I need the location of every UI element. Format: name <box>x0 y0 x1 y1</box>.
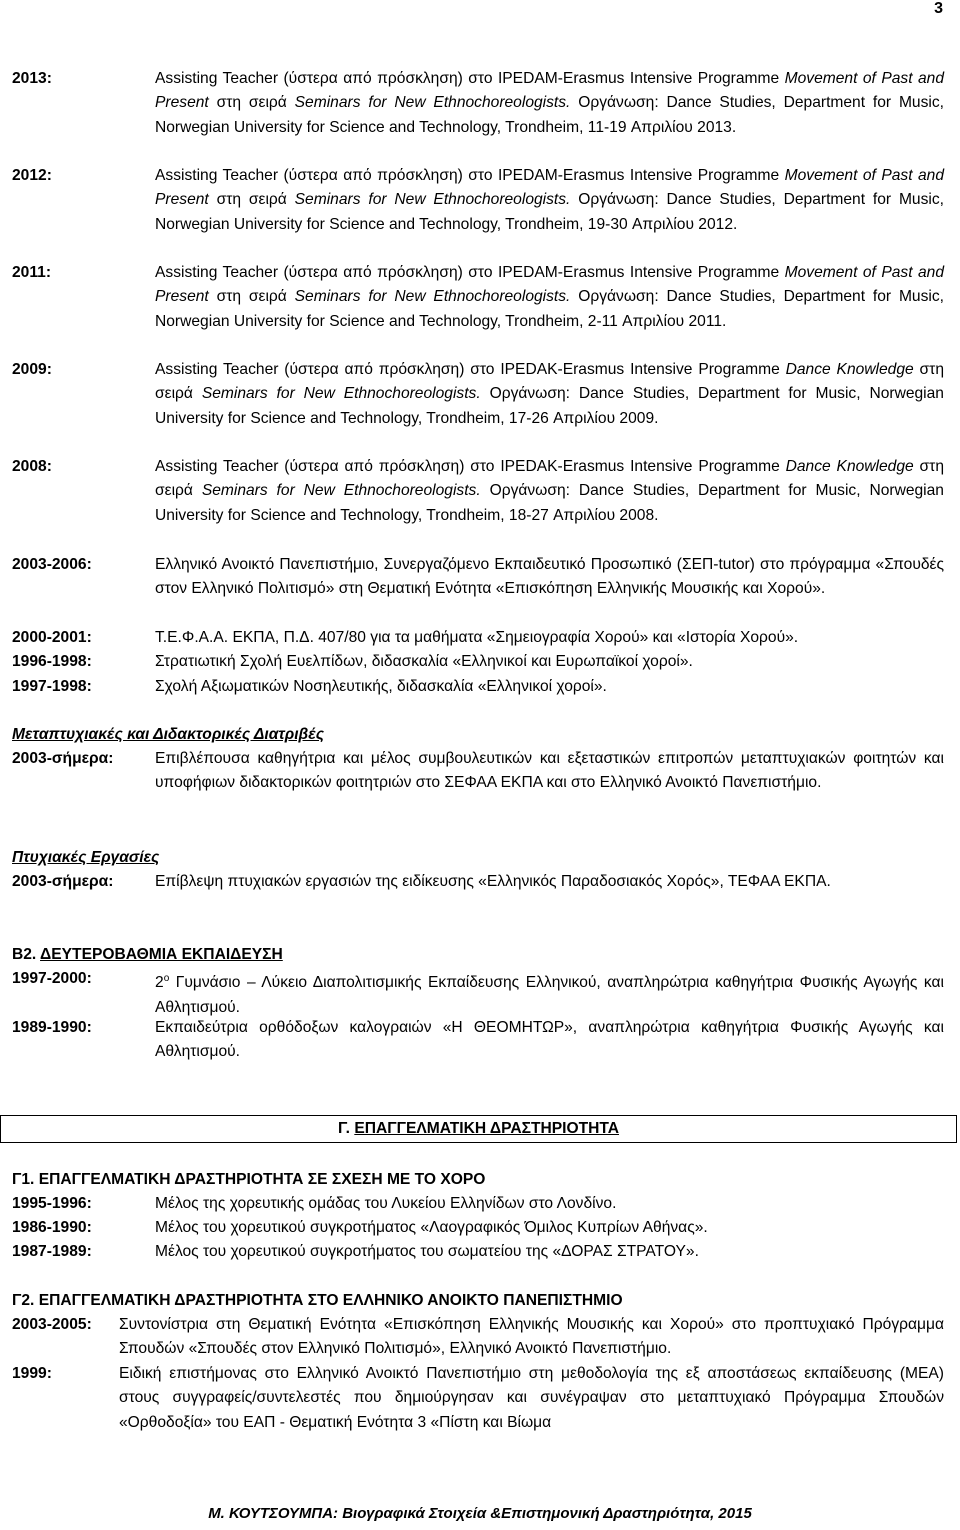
g1-row <box>12 1240 944 1264</box>
secondary-text: Εκπαιδεύτρια ορθόδοξων καλογραιών «Η ΘΕΟΜΗΤΩΡ», αναπληρώτρια καθηγήτρια Φυσικής Αγωγής και Αθλητισμού. <box>155 1019 944 1061</box>
page-footer: Μ. ΚΟΥΤΣΟΥΜΠΑ: Βιογραφικά Στοιχεία &Επιστημονική Δραστηριότητα, 2015 <box>208 1505 752 1522</box>
secondary-year: 1997-2000: <box>12 970 92 987</box>
entry-row <box>12 626 944 650</box>
secondary-row <box>12 1016 944 1065</box>
g2-year: 1999: <box>12 1365 52 1382</box>
entry-year: 2012: <box>12 167 52 184</box>
entry-row <box>12 261 944 334</box>
g1-row <box>12 1192 944 1216</box>
entry-year: 1997-1998: <box>12 678 92 695</box>
g2-row <box>12 1313 944 1362</box>
page-number: 3 <box>934 0 943 17</box>
entry-year: 2003-2006: <box>12 556 92 573</box>
entry-year: 2011: <box>12 264 52 281</box>
g1-text: Μέλος του χορευτικού συγκροτήματος του σωματείου της «ΔΟΡΑΣ ΣΤΡΑΤΟΥ». <box>155 1243 699 1260</box>
entry-text: Σχολή Αξιωματικών Νοσηλευτικής, διδασκαλία «Ελληνικοί χοροί». <box>155 678 607 695</box>
undergrad-row <box>12 870 944 894</box>
g2-year: 2003-2005: <box>12 1316 92 1333</box>
undergrad-text: Επίβλεψη πτυχιακών εργασιών της ειδίκευσης «Ελληνικός Παραδοσιακός Χορός», ΤΕΦΑΑ ΕΚΠΑ. <box>155 873 831 890</box>
section-title-box: Γ. ΕΠΑΓΓΕΛΜΑΤΙΚΗ ΔΡΑΣΤΗΡΙΟΤΗΤΑ <box>0 1115 957 1143</box>
entry-year: 2000-2001: <box>12 629 92 646</box>
g1-row <box>12 1216 944 1240</box>
g1-text: Μέλος του χορευτικού συγκροτήματος «Λαογραφικός Όμιλος Κυπρίων Αθήνας». <box>155 1219 708 1236</box>
entry-row <box>12 164 944 237</box>
g1-year: 1995-1996: <box>12 1195 92 1212</box>
entry-row <box>12 455 944 528</box>
postgrad-row <box>12 747 944 796</box>
entry-text: Assisting Teacher (ύστερα από πρόσκληση) στο IPEDAM-Erasmus Intensive Programme Movement of Past and Present στη σειρά Seminars for New Ethnochoreologists. Οργάνωση: Dance Studies, Department for Music, Norwegian University for Science and Technology, Trondheim, 19-30 Απριλίου 2012. <box>155 167 944 233</box>
postgrad-year: 2003-σήμερα: <box>12 750 114 767</box>
g2-text: Ειδική επιστήμονας στο Ελληνικό Ανοικτό Πανεπιστήμιο στη μεθοδολογία της εξ αποστάσεως εκπαίδευσης (ΜΕΑ) στους συγγραφείς/συντελεστές που δημιούργησαν και συνέγραψαν στο μεταπτυχιακό Πρόγραμμα Σπουδών «Ορθοδοξία» του ΕΑΠ - Θεματική Ενότητα 3 «Πίστη και Βίωμα <box>119 1365 944 1431</box>
entry-text: Assisting Teacher (ύστερα από πρόσκληση) στο IPEDAM-Erasmus Intensive Programme Movement of Past and Present στη σειρά Seminars for New Ethnochoreologists. Οργάνωση: Dance Studies, Department for Music, Norwegian University for Science and Technology, Trondheim, 2-11 Απριλίου 2011. <box>155 264 944 330</box>
entry-row <box>12 358 944 431</box>
entry-year: 2009: <box>12 361 52 378</box>
entry-text: Assisting Teacher (ύστερα από πρόσκληση) στο IPEDAK-Erasmus Intensive Programme Dance Knowledge στη σειρά Seminars for New Ethnochoreologists. Οργάνωση: Dance Studies, Department for Music, Norwegian University for Science and Technology, Trondheim, 17-26 Απριλίου 2009. <box>155 361 944 427</box>
entry-text: Ελληνικό Ανοικτό Πανεπιστήμιο, Συνεργαζόμενο Εκπαιδευτικό Προσωπικό (ΣΕΠ-tutor) στο πρόγραμμα «Σπουδές στον Ελληνικό Πολιτισμό» στη Θεματική Ενότητα «Επισκόπηση Ελληνικής Μουσικής και Χορού». <box>155 556 944 598</box>
entry-row <box>12 675 944 699</box>
g2-heading: Γ2. ΕΠΑΓΓΕΛΜΑΤΙΚΗ ΔΡΑΣΤΗΡΙΟΤΗΤΑ ΣΤΟ ΕΛΛΗΝΙΚΟ ΑΝΟΙΚΤΟ ΠΑΝΕΠΙΣΤΗΜΙΟ <box>12 1292 623 1309</box>
g1-year: 1987-1989: <box>12 1243 92 1260</box>
entry-text: Assisting Teacher (ύστερα από πρόσκληση) στο IPEDAK-Erasmus Intensive Programme Dance Knowledge στη σειρά Seminars for New Ethnochoreologists. Οργάνωση: Dance Studies, Department for Music, Norwegian University for Science and Technology, Trondheim, 18-27 Απριλίου 2008. <box>155 458 944 524</box>
entry-row <box>12 650 944 674</box>
undergrad-heading: Πτυχιακές Εργασίες <box>12 849 160 866</box>
postgrad-text: Επιβλέπουσα καθηγήτρια και μέλος συμβουλευτικών και εξεταστικών επιτροπών μεταπτυχιακών φοιτητών και υποφήφιων διδακτορικών φοιτητριών στο ΣΕΦΑΑ ΕΚΠΑ και στο Ελληνικό Ανοικτό Πανεπιστήμιο. <box>155 750 944 792</box>
entry-row <box>12 67 944 140</box>
secondary-year: 1989-1990: <box>12 1019 92 1036</box>
entry-text: Στρατιωτική Σχολή Ευελπίδων, διδασκαλία «Ελληνικοί και Ευρωπαϊκοί χοροί». <box>155 653 693 670</box>
entry-year: 2008: <box>12 458 52 475</box>
undergrad-year: 2003-σήμερα: <box>12 873 114 890</box>
entry-year: 2013: <box>12 70 52 87</box>
entry-text: Assisting Teacher (ύστερα από πρόσκληση) στο IPEDAM-Erasmus Intensive Programme Movement of Past and Present στη σειρά Seminars for New Ethnochoreologists. Οργάνωση: Dance Studies, Department for Music, Norwegian University for Science and Technology, Trondheim, 11-19 Απριλίου 2013. <box>155 70 944 136</box>
g1-heading: Γ1. ΕΠΑΓΓΕΛΜΑΤΙΚΗ ΔΡΑΣΤΗΡΙΟΤΗΤΑ ΣΕ ΣΧΕΣΗ ΜΕ ΤΟ ΧΟΡΟ <box>12 1171 486 1188</box>
entry-year: 1996-1998: <box>12 653 92 670</box>
g1-year: 1986-1990: <box>12 1219 92 1236</box>
secondary-row <box>12 967 944 1020</box>
secondary-heading: Β2. ΔΕΥΤΕΡΟΒΑΘΜΙΑ ΕΚΠΑΙΔΕΥΣΗ <box>12 946 283 963</box>
g2-text: Συντονίστρια στη Θεματική Ενότητα «Επισκόπηση Ελληνικής Μουσικής και Χορού» στο προπτυχιακό Πρόγραμμα Σπουδών «Σπουδές στον Ελληνικό Πολιτισμό», Ελληνικό Ανοικτό Πανεπιστήμιο. <box>119 1316 944 1358</box>
entry-text: Τ.Ε.Φ.Α.Α. ΕΚΠΑ, Π.Δ. 407/80 για τα μαθήματα «Σημειογραφία Χορού» και «Ιστορία Χορού». <box>155 629 799 646</box>
g1-text: Μέλος της χορευτικής ομάδας του Λυκείου Ελληνίδων στο Λονδίνο. <box>155 1195 617 1212</box>
entry-row <box>12 553 944 602</box>
secondary-text: $2^o$ Γυμνάσιο – Λύκειο Διαπολιτισμικής Εκπαίδευσης Ελληνικού, αναπληρώτρια καθηγήτρια Φυσικής Αγωγής και Αθλητισμού. <box>155 973 944 1016</box>
postgrad-heading: Μεταπτυχιακές και Διδακτορικές Διατριβές <box>12 726 324 743</box>
g2-row <box>12 1362 944 1435</box>
